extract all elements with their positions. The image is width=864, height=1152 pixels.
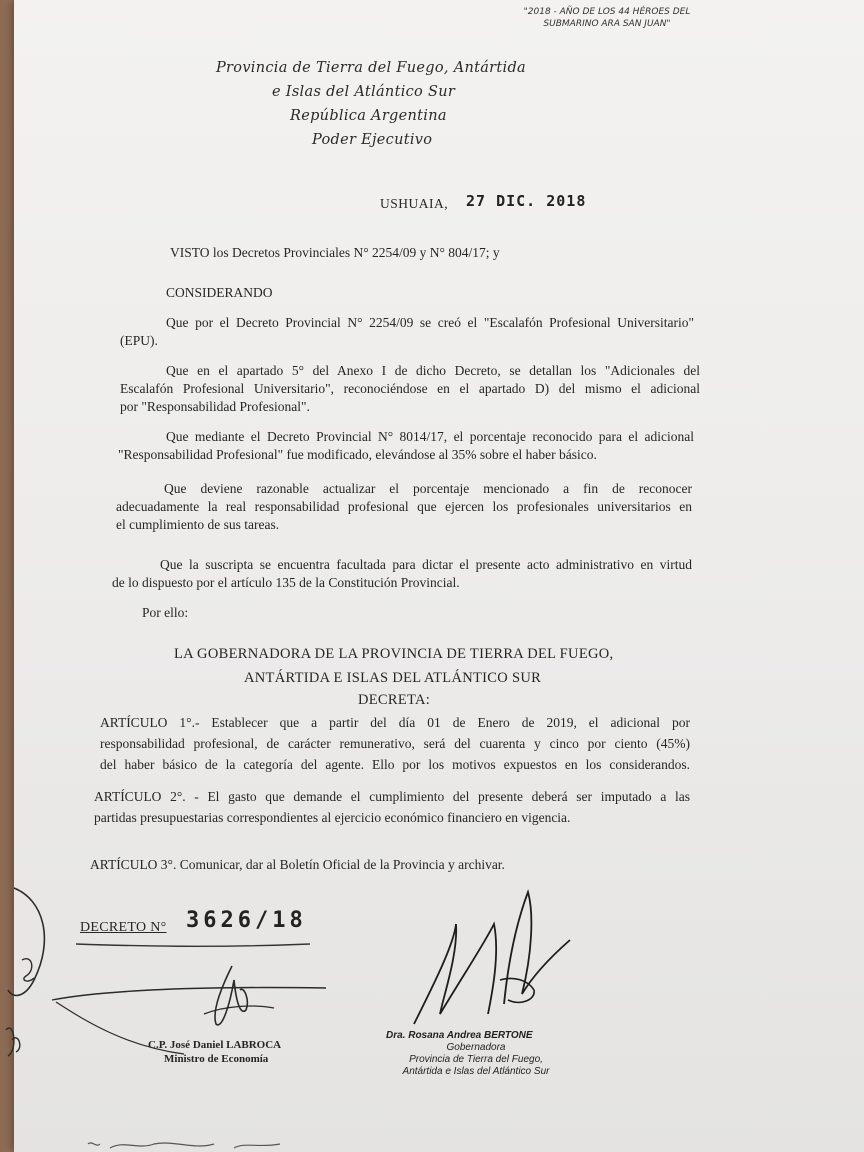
- articulo-3: ARTÍCULO 3°. Comunicar, dar al Boletín Oficial de la Provincia y archivar.: [90, 857, 505, 872]
- articulo-1-line-1: ARTÍCULO 1°.- Establecer que a partir del día 01 de Enero de 2019, el adicional por: [100, 715, 690, 730]
- considerando-paragraph-4: [116, 480, 692, 534]
- decreto-underline: [74, 936, 314, 950]
- considerando-paragraph-2: [120, 362, 700, 416]
- letterhead-line-1: Provincia de Tierra del Fuego, Antártida: [216, 60, 526, 76]
- heading-line-1: LA GOBERNADORA DE LA PROVINCIA DE TIERRA DEL FUEGO,: [174, 646, 614, 662]
- articulo-1: [100, 712, 690, 775]
- governor-name: Dra. Rosana Andrea BERTONE: [386, 1030, 533, 1041]
- considerando-2-line-3: por "Responsabilidad Profesional".: [120, 399, 310, 414]
- governor-signature-block: [386, 1030, 566, 1078]
- date-city: USHUAIA,: [380, 196, 449, 211]
- footer-script-fragment: [84, 1138, 284, 1152]
- governor-title: Gobernadora: [446, 1042, 506, 1053]
- considerando-5-line-1: Que la suscripta se encuentra facultada para dictar el presente acto administrativo en virtud: [160, 557, 692, 572]
- minister-name: C.P. José Daniel LABROCA: [148, 1039, 282, 1051]
- considerando-2-line-1: Que en el apartado 5° del Anexo I de dicho Decreto, se detallan los "Adicionales del: [166, 363, 700, 378]
- considerando-4-line-2: adecuadamente la real responsabilidad profesional que ejercen los profesionales universitarios en: [116, 499, 692, 514]
- minister-title: Ministro de Economía: [164, 1053, 269, 1065]
- governor-org-line-1: Provincia de Tierra del Fuego,: [409, 1054, 543, 1065]
- governor-org-line-2: Antártida e Islas del Atlántico Sur: [402, 1066, 550, 1077]
- considerando-2-line-2: Escalafón Profesional Universitario", reconociéndose en el apartado D) del mismo el adicional: [120, 381, 700, 396]
- considerando-4-line-3: el cumplimiento de sus tareas.: [116, 517, 280, 532]
- articulo-2-line-1: ARTÍCULO 2°. - El gasto que demande el cumplimiento del presente deberá ser imputado a las: [94, 789, 690, 804]
- articulo-2: [94, 786, 690, 828]
- articulo-1-line-2: responsabilidad profesional, de carácter remunerativo, será del cuarenta y cinco por ciento (45%): [100, 736, 690, 751]
- date-stamp: 27 DIC. 2018: [466, 192, 587, 210]
- heading-line-2: ANTÁRTIDA E ISLAS DEL ATLÁNTICO SUR: [244, 670, 542, 686]
- decreto-number: 3626/18: [186, 908, 307, 933]
- heading-line-3: DECRETA:: [358, 692, 431, 708]
- year-motto: [512, 6, 702, 30]
- visto-paragraph: VISTO los Decretos Provinciales N° 2254/09 y N° 804/17; y: [170, 245, 500, 260]
- considerando-4-line-1: Que deviene razonable actualizar el porcentaje mencionado a fin de reconocer: [164, 481, 692, 496]
- letterhead-line-4: Poder Ejecutivo: [312, 132, 433, 148]
- letterhead-line-2: e Islas del Atlántico Sur: [272, 84, 456, 100]
- considerando-paragraph-1: [120, 314, 694, 350]
- motto-line-1: "2018 - AÑO DE LOS 44 HÉROES DEL: [523, 7, 691, 17]
- governor-signature: [404, 884, 574, 1034]
- minister-signature-block: [148, 1038, 281, 1066]
- por-ello: Por ello:: [142, 605, 189, 620]
- considerando-3-line-1: Que mediante el Decreto Provincial N° 8014/17, el porcentaje reconocido para el adicional: [166, 429, 694, 444]
- motto-line-2: SUBMARINO ARA SAN JUAN": [543, 19, 671, 29]
- considerando-paragraph-3: [118, 428, 694, 464]
- articulo-2-line-2: partidas presupuestarias correspondientes al ejercicio económico financiero en vigencia.: [94, 810, 571, 825]
- considerando-5-line-2: de lo dispuesto por el artículo 135 de la Constitución Provincial.: [112, 575, 460, 590]
- letterhead-line-3: República Argentina: [290, 108, 447, 124]
- document-page: [14, 0, 864, 1152]
- considerando-3-line-2: "Responsabilidad Profesional" fue modificado, elevándose al 35% sobre el haber básico.: [118, 447, 597, 462]
- considerando-label: CONSIDERANDO: [166, 285, 273, 300]
- decreto-label: DECRETO N°: [80, 920, 167, 935]
- considerando-paragraph-5: [112, 556, 692, 592]
- articulo-1-line-3: del haber básico de la categoría del agente. Ello por los motivos expuestos en los considerandos.: [100, 757, 690, 772]
- considerando-1-line-1: Que por el Decreto Provincial N° 2254/09 se creó el "Escalafón Profesional Universitario": [166, 315, 694, 330]
- considerando-1-line-2: (EPU).: [120, 333, 158, 348]
